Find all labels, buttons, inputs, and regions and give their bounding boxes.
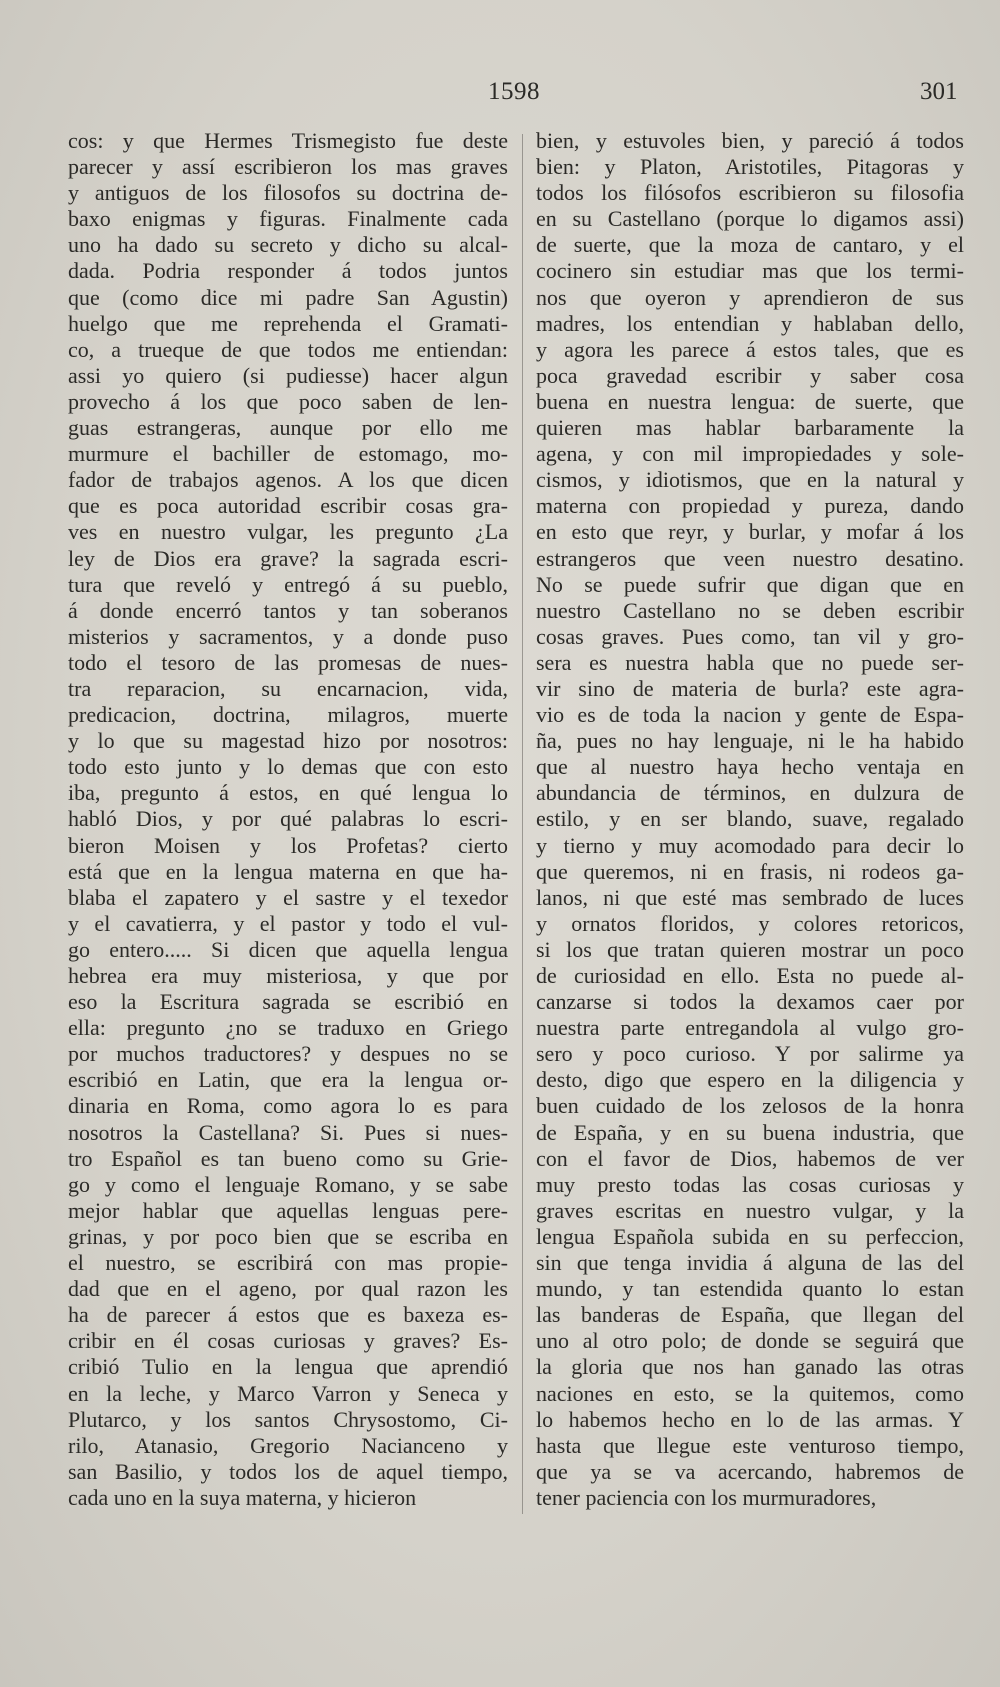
text-line: lo habemos hecho en lo de las armas. Y [536, 1406, 964, 1432]
text-line: muy presto todas las cosas curiosas y [536, 1171, 964, 1197]
text-line: san Basilio, y todos los de aquel tiempo, [68, 1458, 508, 1484]
text-line: Plutarco, y los santos Chrysostomo, Ci- [68, 1406, 508, 1432]
text-line: poca gravedad escribir y saber cosa [536, 362, 964, 388]
text-line: materna con propiedad y pureza, dando [536, 493, 964, 519]
text-line: de curiosidad en ello. Esta no puede al- [536, 963, 964, 988]
text-line: cos: y que Hermes Trismegisto fue deste [68, 128, 508, 153]
text-line: cocinero sin estudiar mas que los termi- [536, 258, 964, 284]
text-line: el nuestro, se escribirá con mas propie- [68, 1250, 508, 1276]
text-line: graves escritas en nuestro vulgar, y la [536, 1197, 964, 1223]
column-divider [522, 134, 523, 1514]
text-line: que es poca autoridad escribir cosas gra- [68, 493, 508, 519]
text-line: nuestro Castellano no se deben escribir [536, 597, 964, 623]
text-line: grinas, y por poco bien que se escriba en [68, 1223, 508, 1249]
text-line: que al nuestro haya hecho ventaja en [536, 754, 964, 780]
text-line: rilo, Atanasio, Gregorio Nacianceno y [68, 1432, 508, 1458]
page-number: 301 [920, 78, 958, 105]
text-line: todo el tesoro de las promesas de nues- [68, 649, 508, 675]
text-line: las banderas de España, que llegan del [536, 1302, 964, 1328]
text-line: bien: y Platon, Aristotiles, Pitagoras y [536, 154, 964, 180]
text-line: ley de Dios era grave? la sagrada escri- [68, 545, 508, 571]
text-line: abundancia de términos, en dulzura de [536, 780, 964, 806]
text-line: cismos, y idiotismos, que en la natural y [536, 467, 964, 493]
text-line: murmure el bachiller de estomago, mo- [68, 441, 508, 467]
text-line: de suerte, que la moza de cantaro, y el [536, 232, 964, 258]
text-line: ves en nuestro vulgar, les pregunto ¿La [68, 519, 508, 545]
text-line: á donde encerró tantos y tan soberanos [68, 597, 508, 623]
text-line: bieron Moisen y los Profetas? cierto [68, 832, 508, 858]
text-line: que queremos, ni en frasis, ni rodeos ga- [536, 858, 964, 884]
text-line: hebrea era muy misteriosa, y que por [68, 963, 508, 988]
text-line: la gloria que nos han ganado las otras [536, 1354, 964, 1380]
text-line: co, a trueque de que todos me entiendan: [68, 336, 508, 362]
text-line: assi yo quiero (si pudiesse) hacer algun [68, 362, 508, 388]
text-line: cribir en él cosas curiosas y graves? Es- [68, 1328, 508, 1354]
text-line: está que en la lengua materna en que ha- [68, 858, 508, 884]
text-line: sin que tenga invidia á alguna de las del [536, 1250, 964, 1276]
text-line: bien, y estuvoles bien, y pareció á todos [536, 128, 964, 153]
text-line: tura que reveló y entregó á su pueblo, [68, 571, 508, 597]
text-line: estilo, y en ser blando, suave, regalado [536, 806, 964, 832]
text-line: uno ha dado su secreto y dicho su alcal- [68, 232, 508, 258]
text-line: en la leche, y Marco Varron y Seneca y [68, 1380, 508, 1406]
text-line: parecer y assí escribieron los mas graves [68, 154, 508, 180]
text-line: predicacion, doctrina, milagros, muerte [68, 702, 508, 728]
text-line: en esto que reyr, y burlar, y mofar á los [536, 519, 964, 545]
text-line: y tierno y muy acomodado para decir lo [536, 832, 964, 858]
text-line: buen cuidado de los zelosos de la honra [536, 1093, 964, 1119]
text-line: y ornatos floridos, y colores retoricos, [536, 910, 964, 936]
text-line: con el favor de Dios, habemos de ver [536, 1145, 964, 1171]
text-line: por muchos traductores? y despues no se [68, 1041, 508, 1067]
text-line: guas estrangeras, aunque por ello me [68, 415, 508, 441]
text-line: madres, los entendian y hablaban dello, [536, 310, 964, 336]
text-line: vir sino de materia de burla? este agra- [536, 675, 964, 701]
text-line: si los que tratan quieren mostrar un poco [536, 936, 964, 962]
text-line: lengua Española subida en su perfeccion, [536, 1223, 964, 1249]
text-line: agena, y con mil impropiedades y sole- [536, 441, 964, 467]
text-line: quieren mas hablar barbaramente la [536, 415, 964, 441]
text-line: canzarse si todos la dexamos caer por [536, 989, 964, 1015]
text-line: buena en nuestra lengua: de suerte, que [536, 388, 964, 414]
text-line: naciones en esto, se la quitemos, como [536, 1380, 964, 1406]
text-line: No se puede sufrir que digan que en [536, 571, 964, 597]
text-column-left [68, 128, 508, 1511]
text-line: todos los filósofos escribieron su filosofia [536, 180, 964, 206]
text-line: y antiguos de los filosofos su doctrina de- [68, 180, 508, 206]
text-column-right [536, 128, 964, 1511]
text-line: y el cavatierra, y el pastor y todo el vul- [68, 910, 508, 936]
text-line: blaba el zapatero y el sastre y el texedor [68, 884, 508, 910]
text-line: que ya se va acercando, habremos de [536, 1458, 964, 1484]
text-line: todo esto junto y lo demas que con esto [68, 754, 508, 780]
text-line: provecho á los que poco saben de len- [68, 388, 508, 414]
text-line: nos que oyeron y aprendieron de sus [536, 284, 964, 310]
text-line: y agora les parece á estos tales, que es [536, 336, 964, 362]
text-line: eso la Escritura sagrada se escribió en [68, 989, 508, 1015]
text-line: vio es de toda la nacion y gente de Espa- [536, 702, 964, 728]
text-line: desto, digo que espero en la diligencia y [536, 1067, 964, 1093]
text-line: go y como el lenguaje Romano, y se sabe [68, 1171, 508, 1197]
text-line: de España, y en su buena industria, que [536, 1119, 964, 1145]
text-line: hasta que llegue este venturoso tiempo, [536, 1432, 964, 1458]
text-line: sera es nuestra habla que no puede ser- [536, 649, 964, 675]
text-line: escribió en Latin, que era la lengua or- [68, 1067, 508, 1093]
text-line: sero y poco curioso. Y por salirme ya [536, 1041, 964, 1067]
text-line: huelgo que me reprehenda el Gramati- [68, 310, 508, 336]
text-line: dada. Podria responder á todos juntos [68, 258, 508, 284]
text-line: misterios y sacramentos, y a donde puso [68, 623, 508, 649]
text-line: nuestra parte entregandola al vulgo gro- [536, 1015, 964, 1041]
text-line: tro Español es tan bueno como su Grie- [68, 1145, 508, 1171]
text-line: ha de parecer á estos que es baxeza es- [68, 1302, 508, 1328]
text-line: y lo que su magestad hizo por nosotros: [68, 728, 508, 754]
text-line: fador de trabajos agenos. A los que dicen [68, 467, 508, 493]
text-line: ña, pues no hay lenguaje, ni le ha habido [536, 728, 964, 754]
text-line: mundo, y tan estendida quanto lo estan [536, 1276, 964, 1302]
text-line: dad que en el ageno, por qual razon les [68, 1276, 508, 1302]
text-line: estrangeros que veen nuestro desatino. [536, 545, 964, 571]
page-header-year: 1598 [488, 78, 540, 105]
text-line: mejor hablar que aquellas lenguas pere- [68, 1197, 508, 1223]
text-line: iba, pregunto á estos, en qué lengua lo [68, 780, 508, 806]
text-line: cribió Tulio en la lengua que aprendió [68, 1354, 508, 1380]
text-line: uno al otro polo; de donde se seguirá que [536, 1328, 964, 1354]
text-line: cosas graves. Pues como, tan vil y gro- [536, 623, 964, 649]
text-line: nosotros la Castellana? Si. Pues si nues- [68, 1119, 508, 1145]
text-line: habló Dios, y por qué palabras lo escri- [68, 806, 508, 832]
text-line: que (como dice mi padre San Agustin) [68, 284, 508, 310]
text-line: ella: pregunto ¿no se traduxo en Griego [68, 1015, 508, 1041]
text-line: dinaria en Roma, como agora lo es para [68, 1093, 508, 1119]
text-line: lanos, ni que esté mas sembrado de luces [536, 884, 964, 910]
text-line: cada uno en la suya materna, y hicieron [68, 1484, 417, 1510]
text-line: tra reparacion, su encarnacion, vida, [68, 675, 508, 701]
text-line: en su Castellano (porque lo digamos assi) [536, 206, 964, 232]
text-line: go entero..... Si dicen que aquella lengua [68, 936, 508, 962]
text-line: tener paciencia con los murmuradores, [536, 1484, 877, 1510]
text-line: baxo enigmas y figuras. Finalmente cada [68, 206, 508, 232]
